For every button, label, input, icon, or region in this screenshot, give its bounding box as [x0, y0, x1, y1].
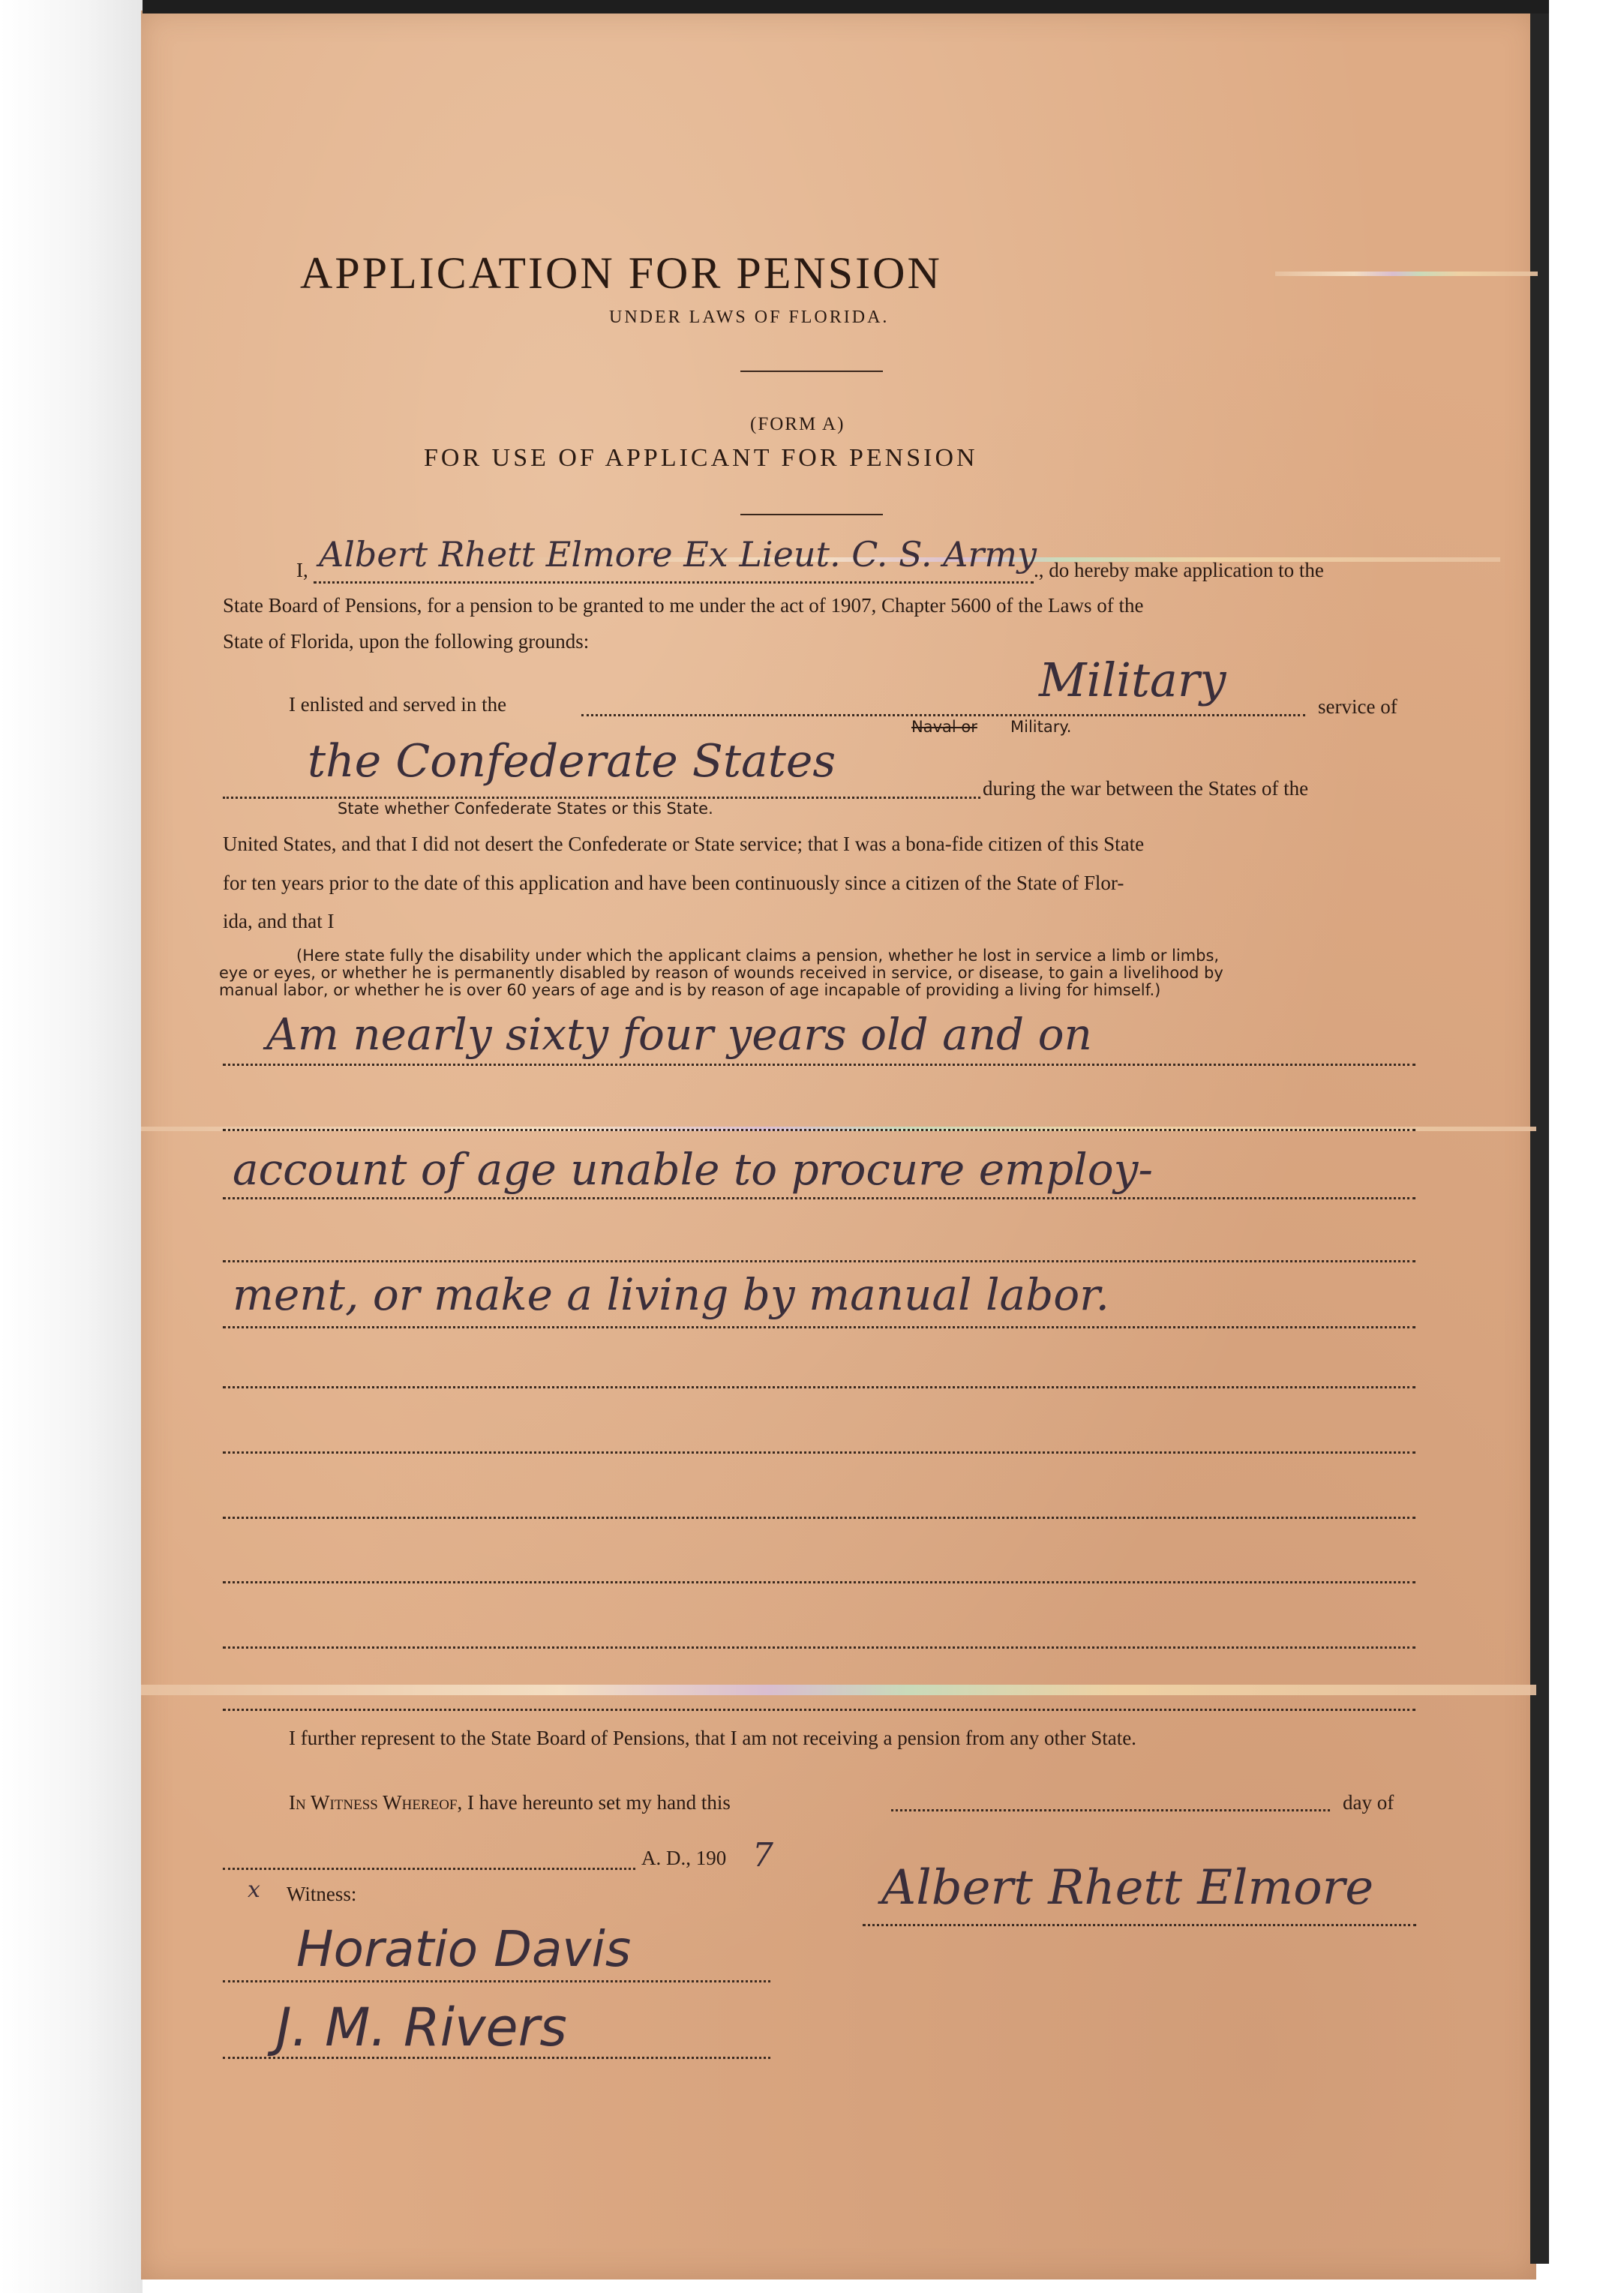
disability-text-2: account of age unable to procure employ-: [233, 1144, 1153, 1195]
day-of: day of: [1343, 1791, 1394, 1814]
scan-backdrop-right: [1549, 0, 1624, 2293]
instructions-line-3: manual labor, or whether he is over 60 years of age and is by reason of age incapable of providing a living for himself.): [219, 981, 1161, 999]
witness-whereof: In Witness Whereof, I have hereunto set my hand this: [289, 1791, 731, 1814]
declaration-line-3: ida, and that I: [223, 910, 335, 932]
fold-line: [141, 1685, 1536, 1695]
witness-label: Witness:: [287, 1883, 357, 1905]
disability-line: [223, 1326, 1415, 1328]
disability-line: [223, 1064, 1415, 1066]
year-digit-handwritten: 7: [752, 1836, 773, 1874]
disability-line: [223, 1260, 1415, 1262]
disability-text-1: Am nearly sixty four years old and on: [266, 1009, 1092, 1060]
witness-1-signature: Horatio Davis: [296, 1920, 632, 1978]
state-hint: State whether Confederate States or this State.: [338, 800, 713, 818]
intro-suffix: ., do hereby make application to the: [1034, 559, 1324, 581]
fold-reflection: [1275, 272, 1538, 276]
form-subtitle: UNDER LAWS OF FLORIDA.: [609, 308, 890, 327]
ad-year: A. D., 190: [641, 1847, 727, 1869]
service-line: [581, 714, 1305, 716]
service-suffix: service of: [1318, 695, 1397, 718]
applicant-line: [314, 581, 1034, 584]
intro-line-2: State Board of Pensions, for a pension to be granted to me under the act of 1907, Chapter 5600 of the Laws of the: [223, 594, 1144, 617]
form-heading: FOR USE OF APPLICANT FOR PENSION: [424, 444, 978, 472]
state-suffix: during the war between the States of the: [983, 777, 1309, 800]
instructions-line-1: (Here state fully the disability under which the applicant claims a pension, whether he lost in service a limb or limbs,: [296, 947, 1220, 965]
signature-line: [863, 1924, 1416, 1926]
service-hint-struck: Naval or: [911, 718, 977, 736]
declaration-line-1: United States, and that I did not desert the Confederate or State service; that I was a bona-fide citizen of this State: [223, 833, 1145, 855]
service-lead: I enlisted and served in the: [289, 693, 507, 716]
form-title: APPLICATION FOR PENSION: [300, 248, 942, 298]
witness-mark: x: [248, 1877, 260, 1903]
form-label: (FORM A): [750, 414, 845, 434]
instructions-line-2: eye or eyes, or whether he is permanently disabled by reason of wounds received in service, or disease, to gain a livelihood by: [219, 964, 1223, 982]
disability-line: [223, 1129, 1415, 1131]
service-hint: Military.: [1010, 718, 1072, 736]
disability-line: [223, 1581, 1415, 1583]
witness-1-line: [223, 1980, 770, 1982]
day-line: [891, 1809, 1330, 1811]
further-statement: I further represent to the State Board of Pensions, that I am not receiving a pension from any other State.: [289, 1727, 1136, 1749]
disability-line: [223, 1709, 1415, 1711]
scan-right-edge: [1530, 14, 1549, 2264]
disability-line: [223, 1451, 1415, 1454]
divider: [740, 371, 883, 372]
disability-line: [223, 1197, 1415, 1199]
witness-2-signature: J. M. Rivers: [276, 1997, 567, 2058]
intro-prefix: I,: [296, 559, 308, 581]
intro-line-3: State of Florida, upon the following grounds:: [223, 630, 590, 653]
applicant-name-handwritten: Albert Rhett Elmore Ex Lieut. C. S. Army: [319, 534, 1037, 575]
disability-line: [223, 1386, 1415, 1388]
state-line: [223, 797, 980, 799]
service-branch-handwritten: Military: [1039, 653, 1226, 707]
divider: [740, 514, 883, 515]
scan-top-edge: [143, 0, 1549, 14]
disability-line: [223, 1517, 1415, 1519]
disability-line: [223, 1646, 1415, 1649]
scan-backdrop-left: [0, 0, 143, 2293]
state-handwritten: the Confederate States: [308, 735, 836, 788]
disability-text-3: ment, or make a living by manual labor.: [233, 1269, 1109, 1320]
applicant-signature: Albert Rhett Elmore: [881, 1860, 1374, 1916]
declaration-line-2: for ten years prior to the date of this application and have been continuously since a citizen of the State of Flor-: [223, 872, 1124, 894]
date-line: [223, 1868, 635, 1870]
